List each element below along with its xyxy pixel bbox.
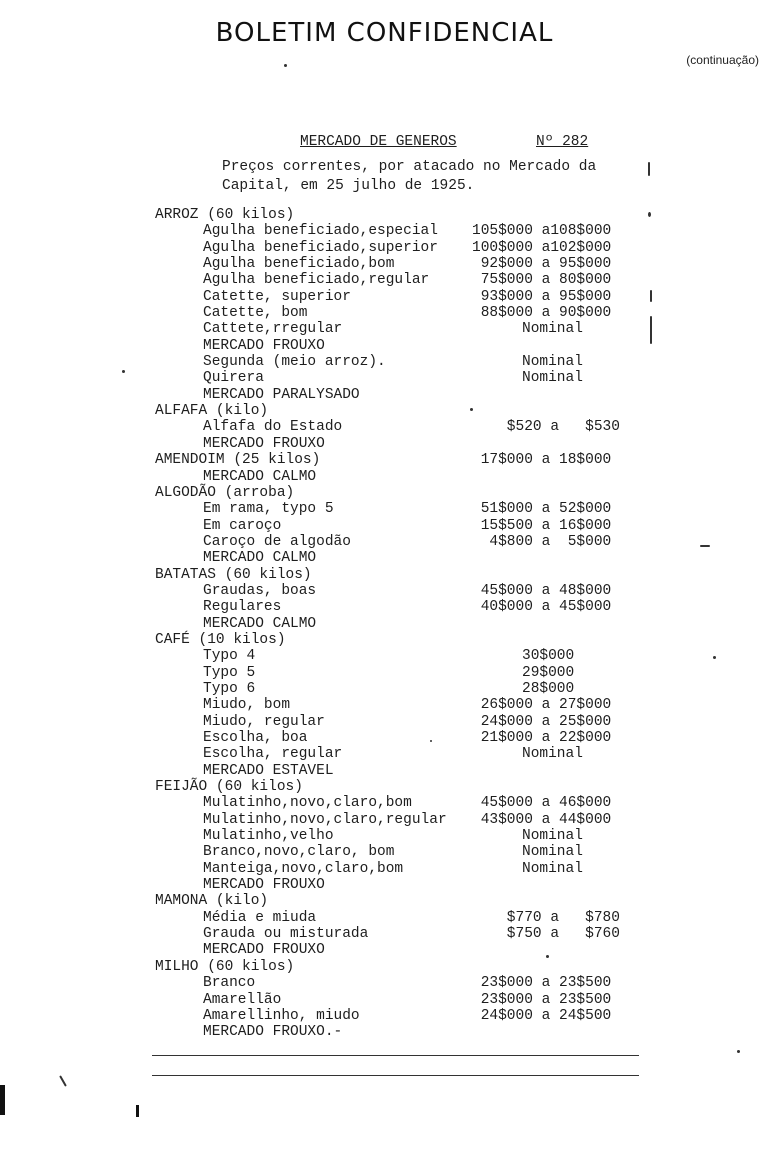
grade-label: Mulatinho,velho xyxy=(203,828,334,845)
grade-label: Typo 5 xyxy=(203,664,256,681)
price-row xyxy=(0,518,769,534)
price-row xyxy=(0,354,769,370)
scan-speck xyxy=(470,408,473,411)
nominal-price: Nominal xyxy=(522,828,583,845)
continuation-note: (continuação) xyxy=(686,53,759,67)
commodity-name: CAFÉ (10 kilos) xyxy=(155,631,286,648)
grade-label: Miudo, bom xyxy=(203,697,291,714)
bottom-rule-upper xyxy=(152,1055,639,1056)
grade-label: Typo 4 xyxy=(203,648,256,665)
price-listing xyxy=(0,207,769,1041)
grade-label: Quirera xyxy=(203,370,264,387)
price-row xyxy=(0,370,769,386)
price-range: 88$000 a 90$000 xyxy=(472,305,612,322)
commodity-name: AMENDOIM (25 kilos) xyxy=(155,452,321,469)
price-row xyxy=(0,877,769,893)
price-row xyxy=(0,223,769,239)
price-range: 23$000 a 23$500 xyxy=(472,991,612,1008)
bottom-rule-lower xyxy=(152,1075,639,1076)
commodity-name: BATATAS (60 kilos) xyxy=(155,566,312,583)
scan-mark xyxy=(648,162,650,176)
grade-label: Segunda (meio arroz). xyxy=(203,354,386,371)
price-range: 40$000 a 45$000 xyxy=(472,599,612,616)
intro-paragraph: Preços correntes, por atacado no Mercado da Capital, em 25 julho de 1925. xyxy=(222,159,597,194)
bulletin-number xyxy=(536,134,588,150)
price-row xyxy=(0,616,769,632)
scan-mark xyxy=(650,290,652,302)
scan-mark xyxy=(650,316,652,344)
price-range: 51$000 a 52$000 xyxy=(472,501,612,518)
price-range: 45$000 a 48$000 xyxy=(472,582,612,599)
price-row xyxy=(0,1024,769,1040)
grade-label: MERCADO FROUXO.- xyxy=(203,1024,343,1041)
price-row xyxy=(0,795,769,811)
grade-label: Graudas, boas xyxy=(203,582,317,599)
scan-speck xyxy=(284,64,287,67)
price-range: 26$000 a 27$000 xyxy=(472,697,612,714)
grade-label: Grauda ou misturada xyxy=(203,926,369,943)
commodity-name: FEIJÃO (60 kilos) xyxy=(155,779,303,796)
grade-label: Escolha, regular xyxy=(203,746,343,763)
price-row xyxy=(0,697,769,713)
price-row xyxy=(0,321,769,337)
price-row xyxy=(0,910,769,926)
price-row xyxy=(0,665,769,681)
price-row xyxy=(0,256,769,272)
price-row xyxy=(0,240,769,256)
bulletin-number-text: Nº 282 xyxy=(536,134,589,150)
grade-label: Branco,novo,claro, bom xyxy=(203,844,395,861)
price-row xyxy=(0,746,769,762)
price-range: 75$000 a 80$000 xyxy=(472,272,612,289)
price-range: 4$800 a 5$000 xyxy=(472,533,612,550)
commodity-heading-row xyxy=(0,403,769,419)
grade-label: MERCADO PARALYSADO xyxy=(203,386,360,403)
price-row xyxy=(0,763,769,779)
nominal-price: Nominal xyxy=(522,860,583,877)
grade-label: Alfafa do Estado xyxy=(203,419,343,436)
price-row xyxy=(0,550,769,566)
grade-label: MERCADO FROUXO xyxy=(203,877,325,894)
grade-label: Mulatinho,novo,claro,bom xyxy=(203,795,412,812)
commodity-heading-row xyxy=(0,779,769,795)
grade-label: MERCADO FROUXO xyxy=(203,337,325,354)
price-range: 92$000 a 95$000 xyxy=(472,256,612,273)
price-row xyxy=(0,1008,769,1024)
grade-label: Catette, bom xyxy=(203,305,308,322)
price-row xyxy=(0,992,769,1008)
price-row xyxy=(0,501,769,517)
scan-speck xyxy=(430,740,432,742)
price-row xyxy=(0,926,769,942)
grade-label: Agulha beneficiado,especial xyxy=(203,223,438,240)
section-title: MERCADO DE GENEROS xyxy=(300,134,457,150)
scan-mark xyxy=(136,1105,139,1117)
scan-speck xyxy=(546,955,549,958)
price-row xyxy=(0,648,769,664)
grade-label: MERCADO ESTAVEL xyxy=(203,762,334,779)
nominal-price: Nominal xyxy=(522,321,583,338)
price-row xyxy=(0,272,769,288)
price-range: 24$000 a 25$000 xyxy=(472,713,612,730)
commodity-heading-row xyxy=(0,959,769,975)
price-range: $520 a $530 xyxy=(472,419,620,436)
price-range: $770 a $780 xyxy=(472,909,620,926)
scan-speck xyxy=(737,1050,740,1053)
grade-label: Agulha beneficiado,superior xyxy=(203,239,438,256)
price-range: 15$500 a 16$000 xyxy=(472,517,612,534)
price-row xyxy=(0,861,769,877)
commodity-heading-row xyxy=(0,893,769,909)
price-row xyxy=(0,942,769,958)
price-row xyxy=(0,338,769,354)
price-row xyxy=(0,436,769,452)
commodity-name: ALFAFA (kilo) xyxy=(155,403,269,420)
scan-speck xyxy=(713,656,716,659)
grade-label: MERCADO CALMO xyxy=(203,550,317,567)
grade-label: Escolha, boa xyxy=(203,730,308,746)
commodity-heading-row xyxy=(0,567,769,583)
scan-mark xyxy=(59,1075,67,1086)
commodity-name: ARROZ (60 kilos) xyxy=(155,207,295,223)
grade-label: Manteiga,novo,claro,bom xyxy=(203,860,404,877)
price-row xyxy=(0,975,769,991)
grade-label: Amarellão xyxy=(203,991,282,1008)
price-row xyxy=(0,305,769,321)
price-range: 23$000 a 23$500 xyxy=(472,975,612,992)
price-row xyxy=(0,469,769,485)
price-row xyxy=(0,828,769,844)
price-row xyxy=(0,730,769,746)
grade-label: Cattete,rregular xyxy=(203,321,343,338)
price-range: 93$000 a 95$000 xyxy=(472,288,612,305)
grade-label: Em caroço xyxy=(203,517,282,534)
commodity-heading-row xyxy=(0,452,769,468)
grade-label: Média e miuda xyxy=(203,909,317,926)
price-row xyxy=(0,844,769,860)
masthead-title: BOLETIM CONFIDENCIAL xyxy=(215,18,554,48)
price-range: 17$000 a 18$000 xyxy=(472,452,612,469)
price-range: 21$000 a 22$000 xyxy=(472,730,612,746)
scan-speck xyxy=(648,212,651,217)
nominal-price: Nominal xyxy=(522,844,583,861)
commodity-heading-row xyxy=(0,207,769,223)
price-range: 45$000 a 46$000 xyxy=(472,795,612,812)
grade-label: Em rama, typo 5 xyxy=(203,501,334,518)
commodity-name: MAMONA (kilo) xyxy=(155,893,269,910)
grade-label: Catette, superior xyxy=(203,288,351,305)
price-row xyxy=(0,812,769,828)
commodity-heading-row xyxy=(0,632,769,648)
commodity-name: ALGODÃO (arroba) xyxy=(155,484,295,501)
nominal-price: Nominal xyxy=(522,370,583,387)
price-range: 43$000 a 44$000 xyxy=(472,811,612,828)
grade-label: Branco xyxy=(203,975,256,992)
price-range: 24$000 a 24$500 xyxy=(472,1007,612,1024)
price-range: 105$000 a108$000 xyxy=(472,223,612,240)
price-row xyxy=(0,387,769,403)
grade-label: MERCADO CALMO xyxy=(203,615,317,632)
price-row xyxy=(0,419,769,435)
price-row xyxy=(0,534,769,550)
commodity-name: MILHO (60 kilos) xyxy=(155,958,295,975)
nominal-price: 29$000 xyxy=(522,664,575,681)
price-row xyxy=(0,599,769,615)
grade-label: Amarellinho, miudo xyxy=(203,1007,360,1024)
grade-label: Regulares xyxy=(203,599,282,616)
price-range: $750 a $760 xyxy=(472,926,620,943)
price-row xyxy=(0,289,769,305)
price-row xyxy=(0,583,769,599)
scan-speck xyxy=(122,370,125,373)
nominal-price: 28$000 xyxy=(522,680,575,697)
grade-label: Agulha beneficiado,regular xyxy=(203,272,430,289)
grade-label: MERCADO FROUXO xyxy=(203,435,325,452)
price-range: 100$000 a102$000 xyxy=(472,239,612,256)
grade-label: MERCADO CALMO xyxy=(203,468,317,485)
grade-label: Caroço de algodão xyxy=(203,533,351,550)
grade-label: Mulatinho,novo,claro,regular xyxy=(203,811,447,828)
grade-label: Agulha beneficiado,bom xyxy=(203,256,395,273)
grade-label: Typo 6 xyxy=(203,680,256,697)
commodity-heading-row xyxy=(0,485,769,501)
nominal-price: 30$000 xyxy=(522,648,575,665)
price-row xyxy=(0,714,769,730)
nominal-price: Nominal xyxy=(522,354,583,371)
binding-edge-mark xyxy=(0,1085,5,1115)
grade-label: Miudo, regular xyxy=(203,713,325,730)
grade-label: MERCADO FROUXO xyxy=(203,942,325,959)
scan-speck xyxy=(700,545,710,547)
price-row xyxy=(0,681,769,697)
nominal-price: Nominal xyxy=(522,746,583,763)
